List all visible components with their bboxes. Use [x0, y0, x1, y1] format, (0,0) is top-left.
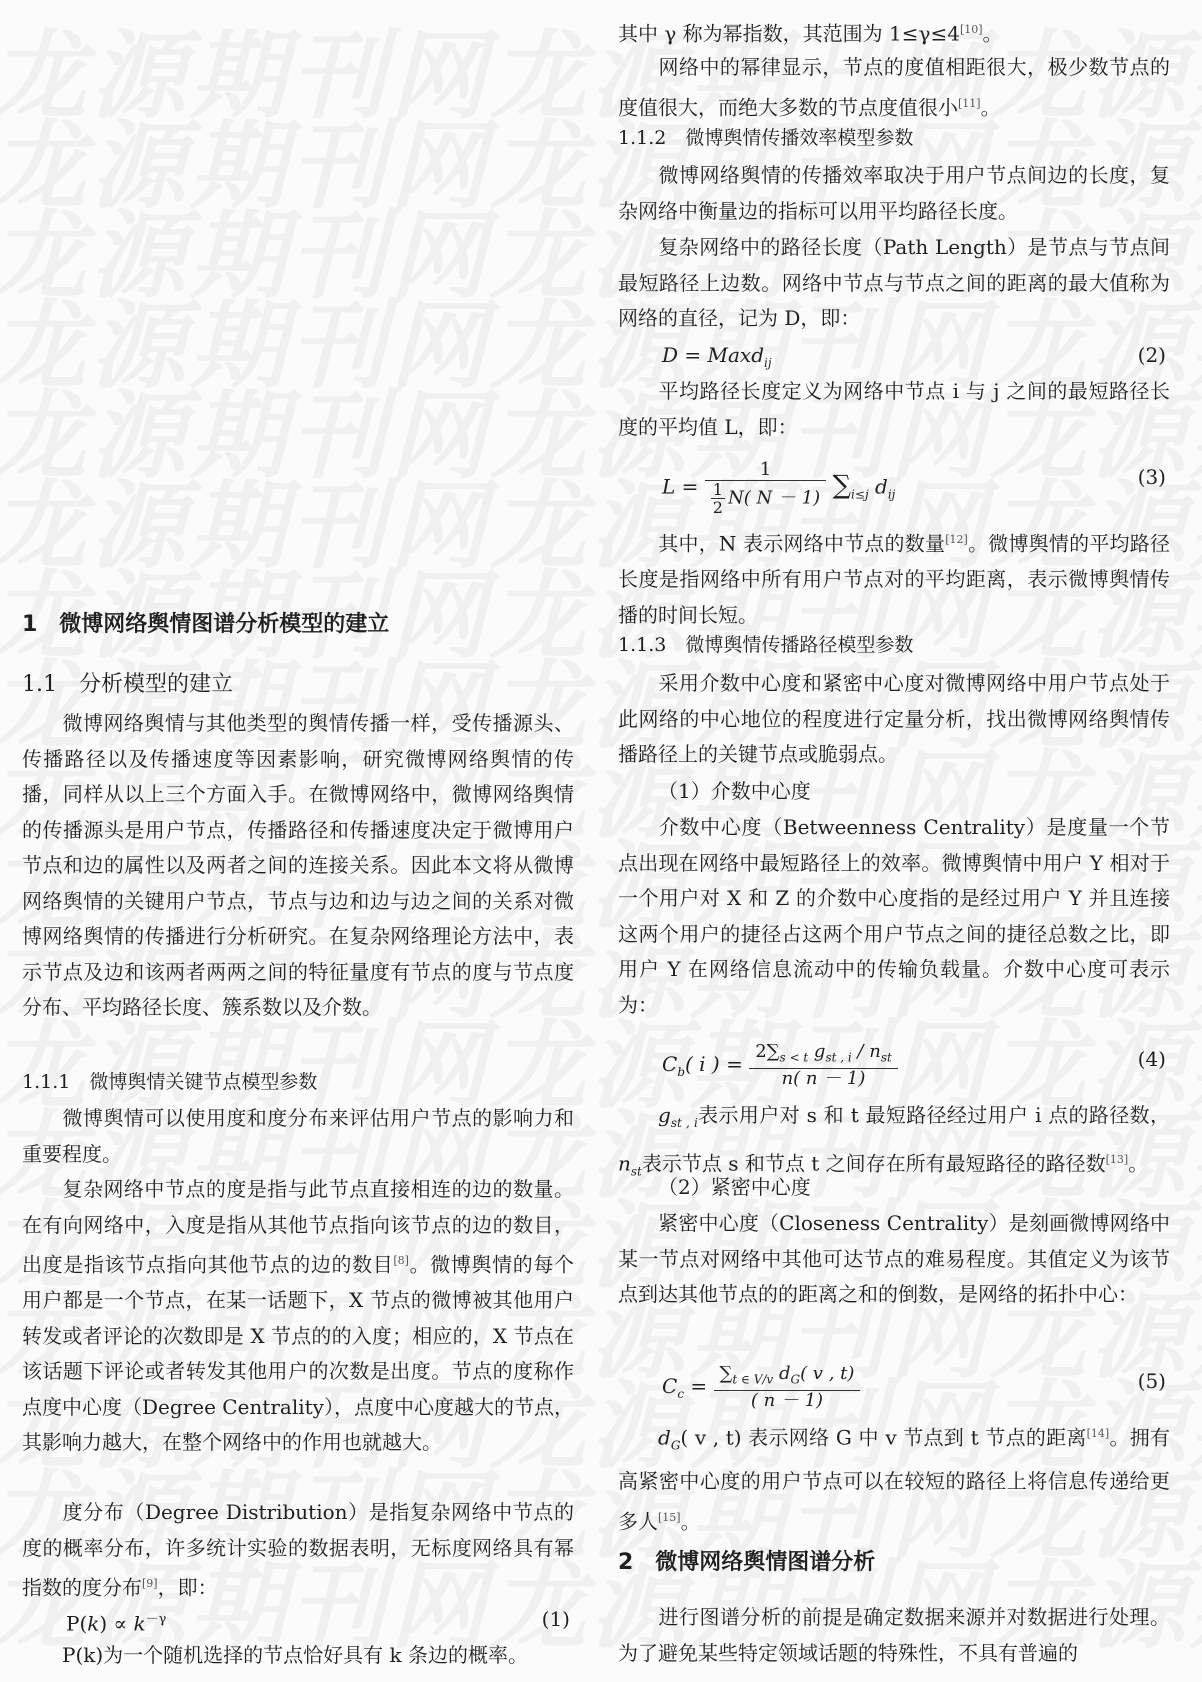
citation: [10] [959, 23, 983, 36]
paragraph-node-degree [22, 1172, 574, 1461]
citation: [13] [1105, 1152, 1129, 1166]
paragraph-text: 。微博舆情的每个用户都是一个节点，在某一话题下，X 节点的微博被其他用户转发或者评论的次数即是 X 节点的的入度；相应的，X 节点在该话题下评论或者转发其他用户的次数是出度。节点的度称作点度中心度（Degree Centrality），点度中心度越大的节点，其影响力越大，在整个网络中的作用也就越大。 [22, 1252, 575, 1455]
equation-4 [618, 1028, 1170, 1098]
equation-expression: D = Maxd$_{ij}$ [662, 343, 772, 370]
paragraph-text: 平均路径长度定义为网络中节点 i 与 j 之间的最短路径长度的平均值 L，即： [618, 379, 1170, 439]
paragraph-text: 其中 γ 称为幂指数，其范围为 1≤γ≤4 [618, 21, 960, 46]
paragraph-path-length [618, 230, 1170, 337]
paragraph-text: ( v , t) 表示网络 G 中 v 节点到 t 节点的距离 [680, 1425, 1087, 1450]
citation: [12] [945, 533, 968, 546]
paragraph-pk [22, 1638, 574, 1674]
section-1-1-heading: 1.1 分析模型的建立 [22, 672, 233, 697]
fraction: $\frac{\sum_{t \in V/v} d_G( v , t)}{( n - 1)}$ [714, 1364, 861, 1411]
paragraph-node-count [618, 522, 1170, 633]
paragraph-text: 。拥有高紧密中心度的用户节点可以在较短的路径上将信息传递给更多人 [618, 1425, 1171, 1534]
equation-expression: $C_b$( i ) = $\frac{2\sum_{s < t} g_{st , i} / n_{st}}{n( n - 1)}$ [662, 1042, 898, 1090]
citation: [9] [142, 1577, 158, 1590]
paragraph-efficiency [618, 158, 1170, 229]
paragraph-text: 微博网络舆情的传播效率取决于用户节点间边的长度，复杂网络中衡量边的指标可以用平均路径长度。 [618, 163, 1170, 223]
paragraph-dg: $d_G$( v , t) 表示网络 G 中 v 节点到 t 节点的距离[14]。拥有高紧密中心度的用户节点可以在较短的路径上将信息传递给更多人[15]。 [618, 1425, 1171, 1534]
paragraph-centrality [618, 666, 1170, 773]
equation-5 [618, 1350, 1170, 1420]
paragraph-intro [22, 706, 574, 1026]
paragraph-average-path [618, 374, 1170, 445]
paragraph-text: 网络中的幂律显示，节点的度值相距很大，极少数节点的度值很大，而绝大多数的节点度值很小 [618, 55, 1170, 120]
equation-expression: $P(k) \propto k^{-\gamma}$ [66, 1611, 167, 1636]
paragraph-degree-distribution [22, 1495, 574, 1606]
section-1-1-3-heading: 1.1.3 微博舆情传播路径模型参数 [618, 634, 914, 656]
paragraph-text: 进行图谱分析的前提是确定数据来源并对数据进行处理。为了避免某些特定领域话题的特殊性，不具有普遍的 [618, 1605, 1170, 1665]
equation-expression: L = 1 $\frac{1}{2}$ N( N － 1) $\sum_{i\le j}$ $d_{ij}$ [662, 459, 896, 517]
paragraph-text: 其中，N 表示网络中节点的数量 [658, 531, 946, 556]
paragraph-text: 紧密中心度（Closeness Centrality）是刻画微博网络中某一节点对网络中其他可达节点的难易程度。其值定义为该节点到达其他节点的的距离之和的倒数，是网络的拓扑中心： [618, 1211, 1170, 1306]
paragraph-text: P(k)为一个随机选择的节点恰好具有 k 条边的概率。 [62, 1643, 529, 1667]
fraction: $\frac{2\sum_{s < t} g_{st , i} / n_{st}}{n( n - 1)}$ [749, 1042, 898, 1089]
list-item-betweenness: （1）介数中心度 [658, 779, 811, 803]
paragraph-text: 度分布（Degree Distribution）是指复杂网络中节点的度的概率分布，许多统计实验的数据表明，无标度网络具有幂指数的度分布 [22, 1500, 574, 1600]
paragraph-text: 复杂网络中节点的度是指与此节点直接相连的边的数量。在有向网络中，入度是指从其他节点指向该节点的边的数目，出度是指该节点指向其他节点的边的数目 [22, 1177, 574, 1277]
citation: [15] [658, 1510, 681, 1524]
section-1-1-1-heading: 1.1.1 微博舆情关键节点模型参数 [22, 1071, 318, 1093]
paragraph-degree [22, 1101, 574, 1172]
paragraph-text: 介数中心度（Betweenness Centrality）是度量一个节点出现在网络中最短路径上的效率。微博舆情中用户 Y 相对于一个用户对 X 和 Z 的介数中心度指的是经过用户 Y 并且连接这两个用户的捷径占这两个用户节点之间的捷径总数之比，即用户 Y 在网络信息流动中的传输负载量。介数中心度可表示为： [618, 815, 1170, 1017]
paragraph-power-law: 网络中的幂律显示，节点的度值相距很大，极少数节点的度值很大，而绝大多数的节点度值很小[11]。 [618, 55, 1170, 120]
equation-2 [618, 338, 1170, 374]
list-item-closeness: （2）紧密中心度 [658, 1175, 811, 1199]
section-1-1-2-heading: 1.1.2 微博舆情传播效率模型参数 [618, 127, 914, 149]
citation: [8] [393, 1254, 409, 1267]
paragraph-closeness [618, 1206, 1170, 1313]
equation-1 [22, 1602, 574, 1638]
paragraph-text: 微博舆情可以使用度和度分布来评估用户节点的影响力和重要程度。 [22, 1106, 574, 1166]
section-1-heading: 1 微博网络舆情图谱分析模型的建立 [22, 612, 390, 637]
paragraph-text: 表示用户对 s 和 t 最短路径经过用户 i 点的路径数， [697, 1103, 1170, 1127]
paragraph-text: 采用介数中心度和紧密中心度对微博网络中用户节点处于此网络的中心地位的程度进行定量分析，找出微博网络舆情传播路径上的关键节点或脆弱点。 [618, 671, 1170, 766]
equation-number: (3) [1137, 465, 1166, 489]
paragraph-graph-analysis [618, 1600, 1170, 1671]
equation-number: (4) [1137, 1047, 1166, 1071]
equation-number: (1) [541, 1607, 570, 1631]
section-2-heading: 2 微博网络舆情图谱分析 [618, 1550, 876, 1575]
paragraph-text: 复杂网络中的路径长度（Path Length）是节点与节点间最短路径上边数。网络中节点与节点之间的距离的最大值称为网络的直径，记为 D，即： [618, 235, 1170, 330]
paragraph-text: 。微博舆情的平均路径长度是指网络中所有用户节点对的平均距离，表示微博舆情传播的时间长短。 [618, 531, 1171, 627]
paragraph-gst: $g_{st , i}$表示用户对 s 和 t 最短路径经过用户 i 点的路径数，$n_{st}$表示节点 s 和节点 t 之间存在所有最短路径的路径数[13]。 [618, 1103, 1170, 1179]
equation-number: (2) [1137, 343, 1166, 367]
paragraph-text: ，即： [157, 1575, 218, 1600]
paragraph-betweenness [618, 810, 1170, 1023]
paragraph-text: 微博网络舆情与其他类型的舆情传播一样，受传播源头、传播路径以及传播速度等因素影响，研究微博网络舆情的传播，同样从以上三个方面入手。在微博网络中，微博网络舆情的传播源头是用户节点，传播路径和传播速度决定于微博用户节点和边的属性以及两者之间的连接关系。因此本文将从微博网络舆情的关键用户节点，节点与边和边与边之间的关系对微博网络舆情的传播进行分析研究。在复杂网络理论方法中，表示节点及边和该两者两两之间的特征量度有节点的度与节点度分布、平均路径长度、簇系数以及介数。 [22, 711, 574, 1019]
citation: [14] [1086, 1427, 1110, 1440]
equation-3 [618, 446, 1170, 516]
equation-number: (5) [1137, 1369, 1166, 1393]
paragraph-power-index: 其中 γ 称为幂指数，其范围为 1≤γ≤4[10]。 [618, 21, 1003, 46]
citation: [11] [958, 96, 981, 110]
fraction: 1 $\frac{1}{2}$ N( N － 1) [705, 460, 826, 516]
equation-expression: $C_c$ = $\frac{\sum_{t \in V/v} d_G( v , t)}{( n - 1)}$ [662, 1364, 860, 1412]
paragraph-text: 表示节点 s 和节点 t 之间存在所有最短路径的路径数 [641, 1151, 1106, 1176]
